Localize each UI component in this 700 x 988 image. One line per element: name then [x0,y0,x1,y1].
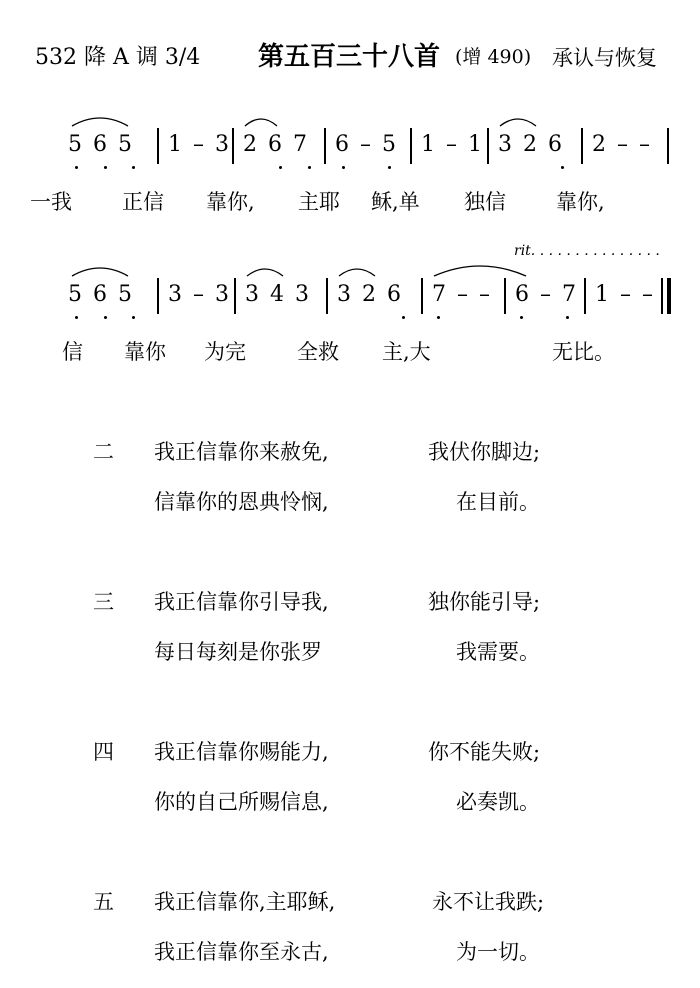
lyric-syllables: 靠你, [206,190,255,214]
bar-line [232,128,234,164]
slur-arc [70,264,130,278]
lyric-syllables: 独信 [464,190,506,214]
bar-line [157,128,159,164]
low-octave-dot [132,316,135,319]
measure-notes: 1 – – [595,282,655,307]
ritardando-mark: rit. . . . . . . . . . . . . . . [514,243,660,259]
verse-line: 我需要。 [456,640,540,664]
verse-line: 为一切。 [456,940,540,964]
verse-line: 我正信靠你,主耶稣, [154,890,336,914]
bar-line [581,128,583,164]
final-bar-thin [661,278,663,314]
measure-notes: 1 – 1 [421,132,484,157]
slur-arc [337,264,377,278]
bar-line [504,278,506,314]
measure-notes: 1 – 3 [168,132,231,157]
lyric-syllables: 为完 [204,340,246,364]
lyric-syllables: 稣,单 [371,190,420,214]
low-octave-dot [75,316,78,319]
lyric-syllables: 无比。 [552,340,615,364]
measure-notes: 6 – 7 [515,282,578,307]
low-octave-dot [279,166,282,169]
verse-number: 三 [93,590,114,614]
verse-line: 信靠你的恩典怜悯, [154,490,329,514]
lyric-syllables: 正信 [122,190,164,214]
lyric-syllables: 靠你 [124,340,166,364]
low-octave-dot [437,316,440,319]
verse-number: 二 [93,440,114,464]
verse-line: 我正信靠你至永古, [154,940,329,964]
low-octave-dot [132,166,135,169]
low-octave-dot [402,316,405,319]
final-bar-thick [667,278,671,314]
low-octave-dot [308,166,311,169]
slur-arc [245,264,285,278]
verse-line: 必奏凯。 [456,790,540,814]
low-octave-dot [566,316,569,319]
verse-number: 五 [93,890,114,914]
slur-arc [498,114,538,128]
lyric-syllables: 信 [62,340,83,364]
bar-line [487,128,489,164]
measure-notes: 2 6 7 [243,132,309,157]
verse-line: 我伏你脚边; [428,440,541,464]
low-octave-dot [104,316,107,319]
bar-line [157,278,159,314]
measure-notes: 5 6 5 [68,282,134,307]
bar-line [234,278,236,314]
slur-arc [243,114,279,128]
low-octave-dot [75,166,78,169]
lyric-syllables: 主,大 [382,340,431,364]
low-octave-dot [104,166,107,169]
measure-notes: 6 – 5 [335,132,398,157]
bar-line [326,278,328,314]
verse-line: 独你能引导; [428,590,541,614]
verse-number: 四 [93,740,114,764]
measure-notes: 7 – – [432,282,492,307]
low-octave-dot [388,166,391,169]
lyric-syllables: 全救 [297,340,339,364]
measure-notes: 2 – – [592,132,652,157]
hymn-number-key: 532 降 A 调 3/4 [35,45,201,70]
lyric-syllables: 一我 [30,190,72,214]
low-octave-dot [520,316,523,319]
hymn-category: 承认与恢复 [552,46,657,70]
bar-line [667,128,669,164]
verse-line: 永不让我跌; [432,890,545,914]
low-octave-dot [342,166,345,169]
tie-arc [432,262,528,278]
measure-notes: 3 2 6 [498,132,564,157]
verse-line: 我正信靠你赐能力, [154,740,329,764]
hymn-title: 第五百三十八首 [258,42,441,72]
verse-line: 你不能失败; [428,740,541,764]
verse-line: 你的自己所赐信息, [154,790,329,814]
bar-line [421,278,423,314]
verse-line: 在目前。 [456,490,540,514]
bar-line [584,278,586,314]
lyric-syllables: 靠你, [556,190,605,214]
measure-notes: 3 4 3 [245,282,311,307]
verse-line: 我正信靠你来赦免, [154,440,329,464]
measure-notes: 3 – 3 [168,282,231,307]
bar-line [324,128,326,164]
measure-notes: 3 2 6 [337,282,403,307]
bar-line [410,128,412,164]
measure-notes: 5 6 5 [68,132,134,157]
slur-arc [70,114,130,128]
verse-line: 每日每刻是你张罗 [154,640,322,664]
low-octave-dot [561,166,564,169]
lyric-syllables: 主耶 [298,190,340,214]
supplement-number: (增 490) [455,46,532,68]
verse-line: 我正信靠你引导我, [154,590,329,614]
